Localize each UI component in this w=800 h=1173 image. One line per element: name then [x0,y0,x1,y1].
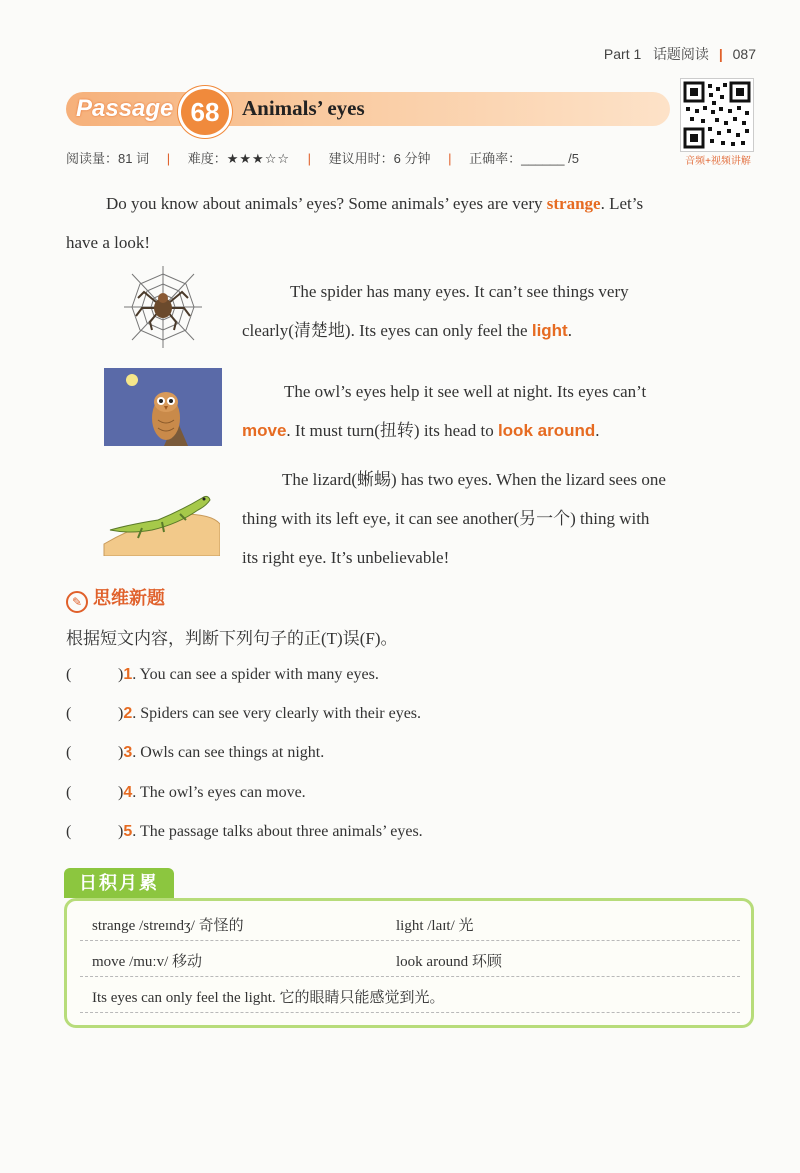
owl-icon [104,368,222,446]
intro-line-2: have a look! [66,233,151,252]
spider-web-icon [122,264,204,350]
section-label: 话题阅读 [652,46,709,62]
question-4: ( )4. The owl’s eyes can move. [66,784,306,801]
vocab-row-2 [80,942,740,977]
answer-blank-1[interactable]: ( [66,666,72,683]
passage-word: Passage [76,95,174,122]
spider-line-2: clearly(清楚地). Its eyes can only feel the light. [242,321,572,340]
qr-caption: 音频+视频讲解 [685,156,751,167]
lizard-illustration [102,484,220,556]
lizard-line-1: The lizard(蜥蜴) has two eyes. When the lizard sees one [282,470,666,489]
page-header [604,44,756,64]
vocab-strange: strange /streɪndʒ/ 奇怪的 [92,918,244,934]
part-label: Part 1 [603,46,642,62]
header-divider: | [718,46,723,62]
question-2: ( )2. Spiders can see very clearly with their eyes. [66,705,422,722]
intro-line-1: Do you know about animals’ eyes? Some animals’ eyes are very strange. Let’s [106,194,644,213]
vocab-sentence: Its eyes can only feel the light. 它的眼睛只能感觉到光。 [92,990,445,1006]
keyword-light: light [531,321,568,340]
pencil-icon: ✎ [66,591,88,613]
suggested-time: 建议用时：6 分钟 [328,151,431,166]
page-number: 087 [732,46,756,62]
answer-blank-3[interactable]: ( [66,744,72,761]
question-5: ( )5. The passage talks about three animals’ eyes. [66,823,423,840]
vocab-tag: 日积月累 [64,868,174,898]
owl-illustration [104,368,222,446]
vocab-row-3 [80,978,740,1013]
reading-info: 阅读量：81 词 | 难度：★★★☆☆ | 建议用时：6 分钟 | 正确率：______ /5 [66,151,579,166]
keyword-look-around: look around [497,421,596,440]
question-1: ( )1. You can see a spider with many eyes. [66,666,379,683]
qr-code-icon [681,79,753,151]
vocab-light: light /laɪt/ 光 [396,918,474,934]
vocab-look-around: look around 环顾 [396,954,502,970]
answer-blank-5[interactable]: ( [66,823,72,840]
answer-blank-4[interactable]: ( [66,784,72,801]
owl-line-2: move. It must turn(扭转) its head to look around. [242,421,600,440]
difficulty-label: 难度： [187,151,227,166]
vocab-move: move /muːv/ 移动 [92,954,202,970]
accuracy: 正确率：______ /5 [469,151,579,166]
lizard-icon [102,484,220,556]
passage-number: 68 [178,86,232,138]
question-3: ( )3. Owls can see things at night. [66,744,325,761]
spider-illustration [122,264,204,350]
exercise-heading: ✎ 思维新题 [66,584,165,613]
word-count: 阅读量：81 词 [66,151,150,166]
keyword-move: move [242,421,287,440]
owl-line-1: The owl’s eyes help it see well at night. Its eyes can’t [284,382,647,401]
qr-code[interactable] [680,78,754,152]
exercise-instruction: 根据短文内容，判断下列句子的正(T)误(F)。 [66,629,398,648]
difficulty-stars: ★★★☆☆ [226,151,291,166]
vocab-row-1 [80,906,740,941]
lizard-line-3: its right eye. It’s unbelievable! [242,548,450,567]
lizard-line-2: thing with its left eye, it can see another(另一个) thing with [242,509,650,528]
passage-title: Animals’ eyes [242,96,365,120]
keyword-strange: strange [546,194,601,213]
answer-blank-2[interactable]: ( [66,705,72,722]
spider-line-1: The spider has many eyes. It can’t see things very [290,282,629,301]
